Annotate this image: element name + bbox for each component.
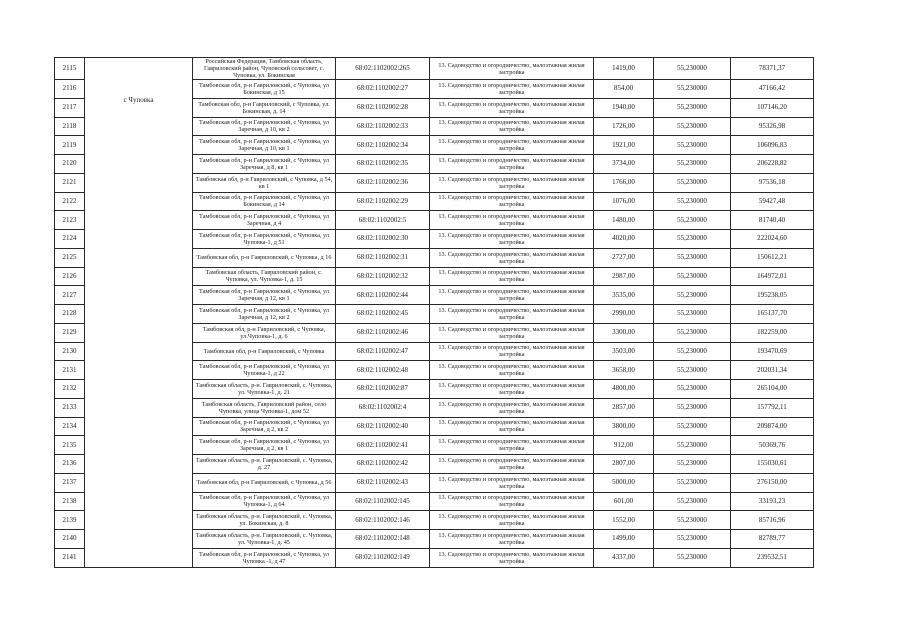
- cadastral-number-cell: 68:02:1102002:32: [336, 267, 430, 286]
- land-use-cell: 13. Садоводство и огородничество, малоэтажная жилая застройка: [430, 417, 594, 436]
- rate-cell: 55,230000: [654, 98, 731, 117]
- address-cell: Тамбовская обл, р-н Гавриловский, с Чуповка, ул Заречная, д 10, кв 1: [193, 136, 336, 155]
- row-number-cell: 2116: [55, 80, 85, 99]
- rate-cell: 55,230000: [654, 342, 731, 361]
- cadastral-value-cell: 157792,11: [731, 398, 814, 417]
- rate-cell: 55,230000: [654, 192, 731, 211]
- cadastral-value-cell: 239532,51: [731, 548, 814, 567]
- address-cell: Тамбовская обл, р-н Гавриловский, с Чуповка, ул.Чуповка-1, д. 6: [193, 323, 336, 342]
- rate-cell: 55,230000: [654, 267, 731, 286]
- area-cell: 3800,00: [594, 417, 654, 436]
- row-number-cell: 2131: [55, 361, 85, 380]
- cadastral-value-cell: 195238,05: [731, 286, 814, 305]
- cadastral-value-cell: 47166,42: [731, 80, 814, 99]
- cadastral-number-cell: 68:02:1102002:27: [336, 80, 430, 99]
- area-cell: 4020,00: [594, 230, 654, 249]
- area-cell: 1076,00: [594, 192, 654, 211]
- cadastral-number-cell: 68:02:1102002:4: [336, 398, 430, 417]
- land-use-cell: 13. Садоводство и огородничество, малоэтажная жилая застройка: [430, 211, 594, 230]
- rate-cell: 55,230000: [654, 548, 731, 567]
- address-cell: Тамбовская область, р-н. Гавриловский, с. Чуповка, ул. Чуповка-1, д. 45: [193, 530, 336, 549]
- address-cell: Тамбовская обл, р-н Гавриловский, с Чуповка, ул. Бокинская, д. 14: [193, 98, 336, 117]
- rate-cell: 55,230000: [654, 398, 731, 417]
- land-use-cell: 13. Садоводство и огородничество, малоэтажная жилая застройка: [430, 492, 594, 511]
- rate-cell: 55,230000: [654, 173, 731, 192]
- address-cell: Тамбовская обл, р-н Гавриловский, с Чуповка, ул Чуповка-1, д 64: [193, 492, 336, 511]
- settlement-cell: [85, 58, 193, 568]
- area-cell: 4337,00: [594, 548, 654, 567]
- land-use-cell: 13. Садоводство и огородничество, малоэтажная жилая застройка: [430, 305, 594, 324]
- cadastral-number-cell: 68:02:1102002:42: [336, 455, 430, 474]
- cadastral-number-cell: 68:02:1102002:31: [336, 248, 430, 267]
- cadastral-value-cell: 155030,61: [731, 455, 814, 474]
- address-cell: Тамбовская обл, р-н Гавриловский, с Чуповка, ул Заречная, д 2, кв 2: [193, 417, 336, 436]
- area-cell: 5000,00: [594, 473, 654, 492]
- row-number-cell: 2128: [55, 305, 85, 324]
- rate-cell: 55,230000: [654, 155, 731, 174]
- row-number-cell: 2136: [55, 455, 85, 474]
- land-use-cell: 13. Садоводство и огородничество, малоэтажная жилая застройка: [430, 548, 594, 567]
- land-use-cell: 13. Садоводство и огородничество, малоэтажная жилая застройка: [430, 511, 594, 530]
- cadastral-value-cell: 209874,00: [731, 417, 814, 436]
- address-cell: Тамбовская обл, р-н Гавриловский, с Чуповка, ул Чуповка-1, д 22: [193, 361, 336, 380]
- cadastral-number-cell: 68:02:1102002:145: [336, 492, 430, 511]
- address-cell: Тамбовская обл, р-н Гавриловский, с Чуповка, ул Заречная, д 2, кв 1: [193, 436, 336, 455]
- cadastral-number-cell: 68:02:1102002:35: [336, 155, 430, 174]
- rate-cell: 55,230000: [654, 80, 731, 99]
- cadastral-number-cell: 68:02:1102002:146: [336, 511, 430, 530]
- cadastral-value-cell: 85716,96: [731, 511, 814, 530]
- land-use-cell: 13. Садоводство и огородничество, малоэтажная жилая застройка: [430, 173, 594, 192]
- row-number-cell: 2119: [55, 136, 85, 155]
- land-use-cell: 13. Садоводство и огородничество, малоэтажная жилая застройка: [430, 230, 594, 249]
- cadastral-number-cell: 68:02:1102002:33: [336, 117, 430, 136]
- cadastral-value-cell: 202031,34: [731, 361, 814, 380]
- land-use-cell: 13. Садоводство и огородничество, малоэтажная жилая застройка: [430, 117, 594, 136]
- rate-cell: 55,230000: [654, 305, 731, 324]
- cadastral-value-cell: 82789,77: [731, 530, 814, 549]
- land-use-cell: 13. Садоводство и огородничество, малоэтажная жилая застройка: [430, 98, 594, 117]
- address-cell: Тамбовская обл, р-н Гавриловский, с Чуповка, д 16: [193, 248, 336, 267]
- row-number-cell: 2140: [55, 530, 85, 549]
- table-body: [55, 58, 814, 568]
- row-number-cell: 2133: [55, 398, 85, 417]
- cadastral-number-cell: 68:02:1102002:148: [336, 530, 430, 549]
- land-use-cell: 13. Садоводство и огородничество, малоэтажная жилая застройка: [430, 361, 594, 380]
- rate-cell: 55,230000: [654, 211, 731, 230]
- cadastral-value-cell: 206228,82: [731, 155, 814, 174]
- area-cell: 2727,00: [594, 248, 654, 267]
- area-cell: 1499,00: [594, 530, 654, 549]
- cadastral-number-cell: 68:02:1102002:43: [336, 473, 430, 492]
- rate-cell: 55,230000: [654, 361, 731, 380]
- rate-cell: 55,230000: [654, 58, 731, 80]
- area-cell: 4800,00: [594, 380, 654, 399]
- cadastral-number-cell: 68:02:1102002:47: [336, 342, 430, 361]
- cadastral-value-cell: 276150,00: [731, 473, 814, 492]
- land-use-cell: 13. Садоводство и огородничество, малоэтажная жилая застройка: [430, 267, 594, 286]
- row-number-cell: 2123: [55, 211, 85, 230]
- land-use-cell: 13. Садоводство и огородничество, малоэтажная жилая застройка: [430, 342, 594, 361]
- address-cell: Тамбовская обл, р-н Гавриловский, с Чуповка, д 56: [193, 473, 336, 492]
- rate-cell: 55,230000: [654, 436, 731, 455]
- cadastral-number-cell: 68:02:1102002:30: [336, 230, 430, 249]
- row-number-cell: 2139: [55, 511, 85, 530]
- address-cell: Тамбовская обл, р-н Гавриловский, с Чуповка, ул Заречная, д 10, кв 2: [193, 117, 336, 136]
- cadastral-value-cell: 222024,60: [731, 230, 814, 249]
- area-cell: 3658,00: [594, 361, 654, 380]
- land-use-cell: 13. Садоводство и огородничество, малоэтажная жилая застройка: [430, 80, 594, 99]
- row-number-cell: 2122: [55, 192, 85, 211]
- row-number-cell: 2137: [55, 473, 85, 492]
- area-cell: 2987,00: [594, 267, 654, 286]
- row-number-cell: 2141: [55, 548, 85, 567]
- area-cell: 1940,00: [594, 98, 654, 117]
- cadastral-value-cell: 106096,83: [731, 136, 814, 155]
- row-number-cell: 2134: [55, 417, 85, 436]
- land-use-cell: 13. Садоводство и огородничество, малоэтажная жилая застройка: [430, 436, 594, 455]
- cadastral-value-cell: 81740,40: [731, 211, 814, 230]
- cadastral-number-cell: 68:02:1102002:40: [336, 417, 430, 436]
- row-number-cell: 2117: [55, 98, 85, 117]
- address-cell: Тамбовская обл, р-н Гавриловский, с Чуповка, ул Чуповка -1, д 47: [193, 548, 336, 567]
- address-cell: Тамбовская обл, р-н Гавриловский, с Чуповка, ул Заречная, д 8, кв 1: [193, 155, 336, 174]
- area-cell: 1419,00: [594, 58, 654, 80]
- area-cell: 1480,00: [594, 211, 654, 230]
- land-use-cell: 13. Садоводство и огородничество, малоэтажная жилая застройка: [430, 323, 594, 342]
- row-number-cell: 2121: [55, 173, 85, 192]
- row-number-cell: 2138: [55, 492, 85, 511]
- row-number-cell: 2130: [55, 342, 85, 361]
- area-cell: 601,00: [594, 492, 654, 511]
- area-cell: 3503,00: [594, 342, 654, 361]
- land-use-cell: 13. Садоводство и огородничество, малоэтажная жилая застройка: [430, 398, 594, 417]
- cadastral-number-cell: 68:02:1102002:45: [336, 305, 430, 324]
- area-cell: 1726,00: [594, 117, 654, 136]
- row-number-cell: 2132: [55, 380, 85, 399]
- address-cell: Тамбовская область, р-н. Гавриловский, с. Чуповка, ул. Бокинская, д. 8: [193, 511, 336, 530]
- row-number-cell: 2135: [55, 436, 85, 455]
- rate-cell: 55,230000: [654, 286, 731, 305]
- table-row: [55, 58, 814, 80]
- area-cell: 2857,00: [594, 398, 654, 417]
- cadastral-value-cell: 165137,70: [731, 305, 814, 324]
- row-number-cell: 2118: [55, 117, 85, 136]
- land-use-cell: 13. Садоводство и огородничество, малоэтажная жилая застройка: [430, 455, 594, 474]
- land-use-cell: 13. Садоводство и огородничество, малоэтажная жилая застройка: [430, 248, 594, 267]
- cadastral-value-cell: 59427,48: [731, 192, 814, 211]
- cadastral-value-cell: 78371,37: [731, 58, 814, 80]
- area-cell: 3535,00: [594, 286, 654, 305]
- cadastral-value-cell: 150612,21: [731, 248, 814, 267]
- row-number-cell: 2124: [55, 230, 85, 249]
- rate-cell: 55,230000: [654, 455, 731, 474]
- land-use-cell: 13. Садоводство и огородничество, малоэтажная жилая застройка: [430, 58, 594, 80]
- rate-cell: 55,230000: [654, 117, 731, 136]
- area-cell: 3734,00: [594, 155, 654, 174]
- cadastral-value-cell: 182259,00: [731, 323, 814, 342]
- cadastral-value-table: [54, 57, 814, 568]
- rate-cell: 55,230000: [654, 511, 731, 530]
- cadastral-number-cell: 68:02:1102002:46: [336, 323, 430, 342]
- area-cell: 3300,00: [594, 323, 654, 342]
- address-cell: Тамбовская область, р-н. Гавриловский, с. Чуповка, д. 27: [193, 455, 336, 474]
- cadastral-value-cell: 50369,76: [731, 436, 814, 455]
- cadastral-number-cell: 68:02:1102002:48: [336, 361, 430, 380]
- row-number-cell: 2127: [55, 286, 85, 305]
- row-number-cell: 2125: [55, 248, 85, 267]
- rate-cell: 55,230000: [654, 323, 731, 342]
- area-cell: 912,00: [594, 436, 654, 455]
- rate-cell: 55,230000: [654, 136, 731, 155]
- address-cell: Тамбовская обл, р-н Гавриловский, с Чуповка, ул Заречная, д 12, кв 2: [193, 305, 336, 324]
- area-cell: 1921,00: [594, 136, 654, 155]
- cadastral-number-cell: 68:02:1102002:5: [336, 211, 430, 230]
- land-use-cell: 13. Садоводство и огородничество, малоэтажная жилая застройка: [430, 286, 594, 305]
- cadastral-number-cell: 68:02:1102002:87: [336, 380, 430, 399]
- cadastral-number-cell: 68:02:1102002:265: [336, 58, 430, 80]
- land-use-cell: 13. Садоводство и огородничество, малоэтажная жилая застройка: [430, 136, 594, 155]
- row-number-cell: 2126: [55, 267, 85, 286]
- address-cell: Российская Федерация, Тамбовская область, Гавриловский район, Чуповский сельсовет, с. Чуповка, ул. Бокинская: [193, 58, 336, 80]
- address-cell: Тамбовская обл, р-н Гавриловский, с Чуповка, ул Бокинская, д 15: [193, 80, 336, 99]
- address-cell: Тамбовская область, р-н. Гавриловский, с. Чуповка, ул. Чуповка-1, д. 21: [193, 380, 336, 399]
- settlement-label: с Чуповка: [123, 96, 154, 104]
- land-use-cell: 13. Садоводство и огородничество, малоэтажная жилая застройка: [430, 155, 594, 174]
- address-cell: Тамбовская обл, р-н Гавриловский, с Чуповка: [193, 342, 336, 361]
- row-number-cell: 2129: [55, 323, 85, 342]
- address-cell: Тамбовская обл, р-н Гавриловский, с Чуповка, ул Чуповка-1, д 51: [193, 230, 336, 249]
- cadastral-value-cell: 33193,23: [731, 492, 814, 511]
- rate-cell: 55,230000: [654, 230, 731, 249]
- rate-cell: 55,230000: [654, 473, 731, 492]
- address-cell: Тамбовская обл, р-н Гавриловский, с Чуповка, ул Заречная, д 4: [193, 211, 336, 230]
- cadastral-number-cell: 68:02:1102002:36: [336, 173, 430, 192]
- cadastral-value-cell: 97536,18: [731, 173, 814, 192]
- cadastral-number-cell: 68:02:1102002:29: [336, 192, 430, 211]
- address-cell: Тамбовская обл, р-н Гавриловский, с Чуповка, д 54, кв 1: [193, 173, 336, 192]
- cadastral-value-cell: 193470,69: [731, 342, 814, 361]
- rate-cell: 55,230000: [654, 530, 731, 549]
- cadastral-number-cell: 68:02:1102002:28: [336, 98, 430, 117]
- rate-cell: 55,230000: [654, 380, 731, 399]
- address-cell: Тамбовская область, Гавриловский район, село Чуповка, улица Чуповка-1, дом 52: [193, 398, 336, 417]
- land-use-cell: 13. Садоводство и огородничество, малоэтажная жилая застройка: [430, 530, 594, 549]
- row-number-cell: 2120: [55, 155, 85, 174]
- rate-cell: 55,230000: [654, 417, 731, 436]
- land-use-cell: 13. Садоводство и огородничество, малоэтажная жилая застройка: [430, 473, 594, 492]
- cadastral-value-cell: 95326,98: [731, 117, 814, 136]
- area-cell: 1766,00: [594, 173, 654, 192]
- cadastral-number-cell: 68:02:1102002:41: [336, 436, 430, 455]
- address-cell: Тамбовская обл, р-н Гавриловский, с Чуповка, ул Заречная, д 12, кв 1: [193, 286, 336, 305]
- cadastral-value-cell: 265104,00: [731, 380, 814, 399]
- cadastral-value-cell: 107146,20: [731, 98, 814, 117]
- rate-cell: 55,230000: [654, 248, 731, 267]
- area-cell: 1552,00: [594, 511, 654, 530]
- cadastral-value-cell: 164972,01: [731, 267, 814, 286]
- address-cell: Тамбовская область, Гавриловский район, с. Чуповка, ул. Чуповка-1, д. 15: [193, 267, 336, 286]
- cadastral-number-cell: 68:02:1102002:44: [336, 286, 430, 305]
- land-use-cell: 13. Садоводство и огородничество, малоэтажная жилая застройка: [430, 192, 594, 211]
- land-use-cell: 13. Садоводство и огородничество, малоэтажная жилая застройка: [430, 380, 594, 399]
- area-cell: 854,00: [594, 80, 654, 99]
- rate-cell: 55,230000: [654, 492, 731, 511]
- cadastral-number-cell: 68:02:1102002:34: [336, 136, 430, 155]
- area-cell: 2990,00: [594, 305, 654, 324]
- area-cell: 2807,00: [594, 455, 654, 474]
- address-cell: Тамбовская обл, р-н Гавриловский, с Чуповка, ул Бокинская, д 14: [193, 192, 336, 211]
- cadastral-number-cell: 68:02:1102002:149: [336, 548, 430, 567]
- row-number-cell: 2115: [55, 58, 85, 80]
